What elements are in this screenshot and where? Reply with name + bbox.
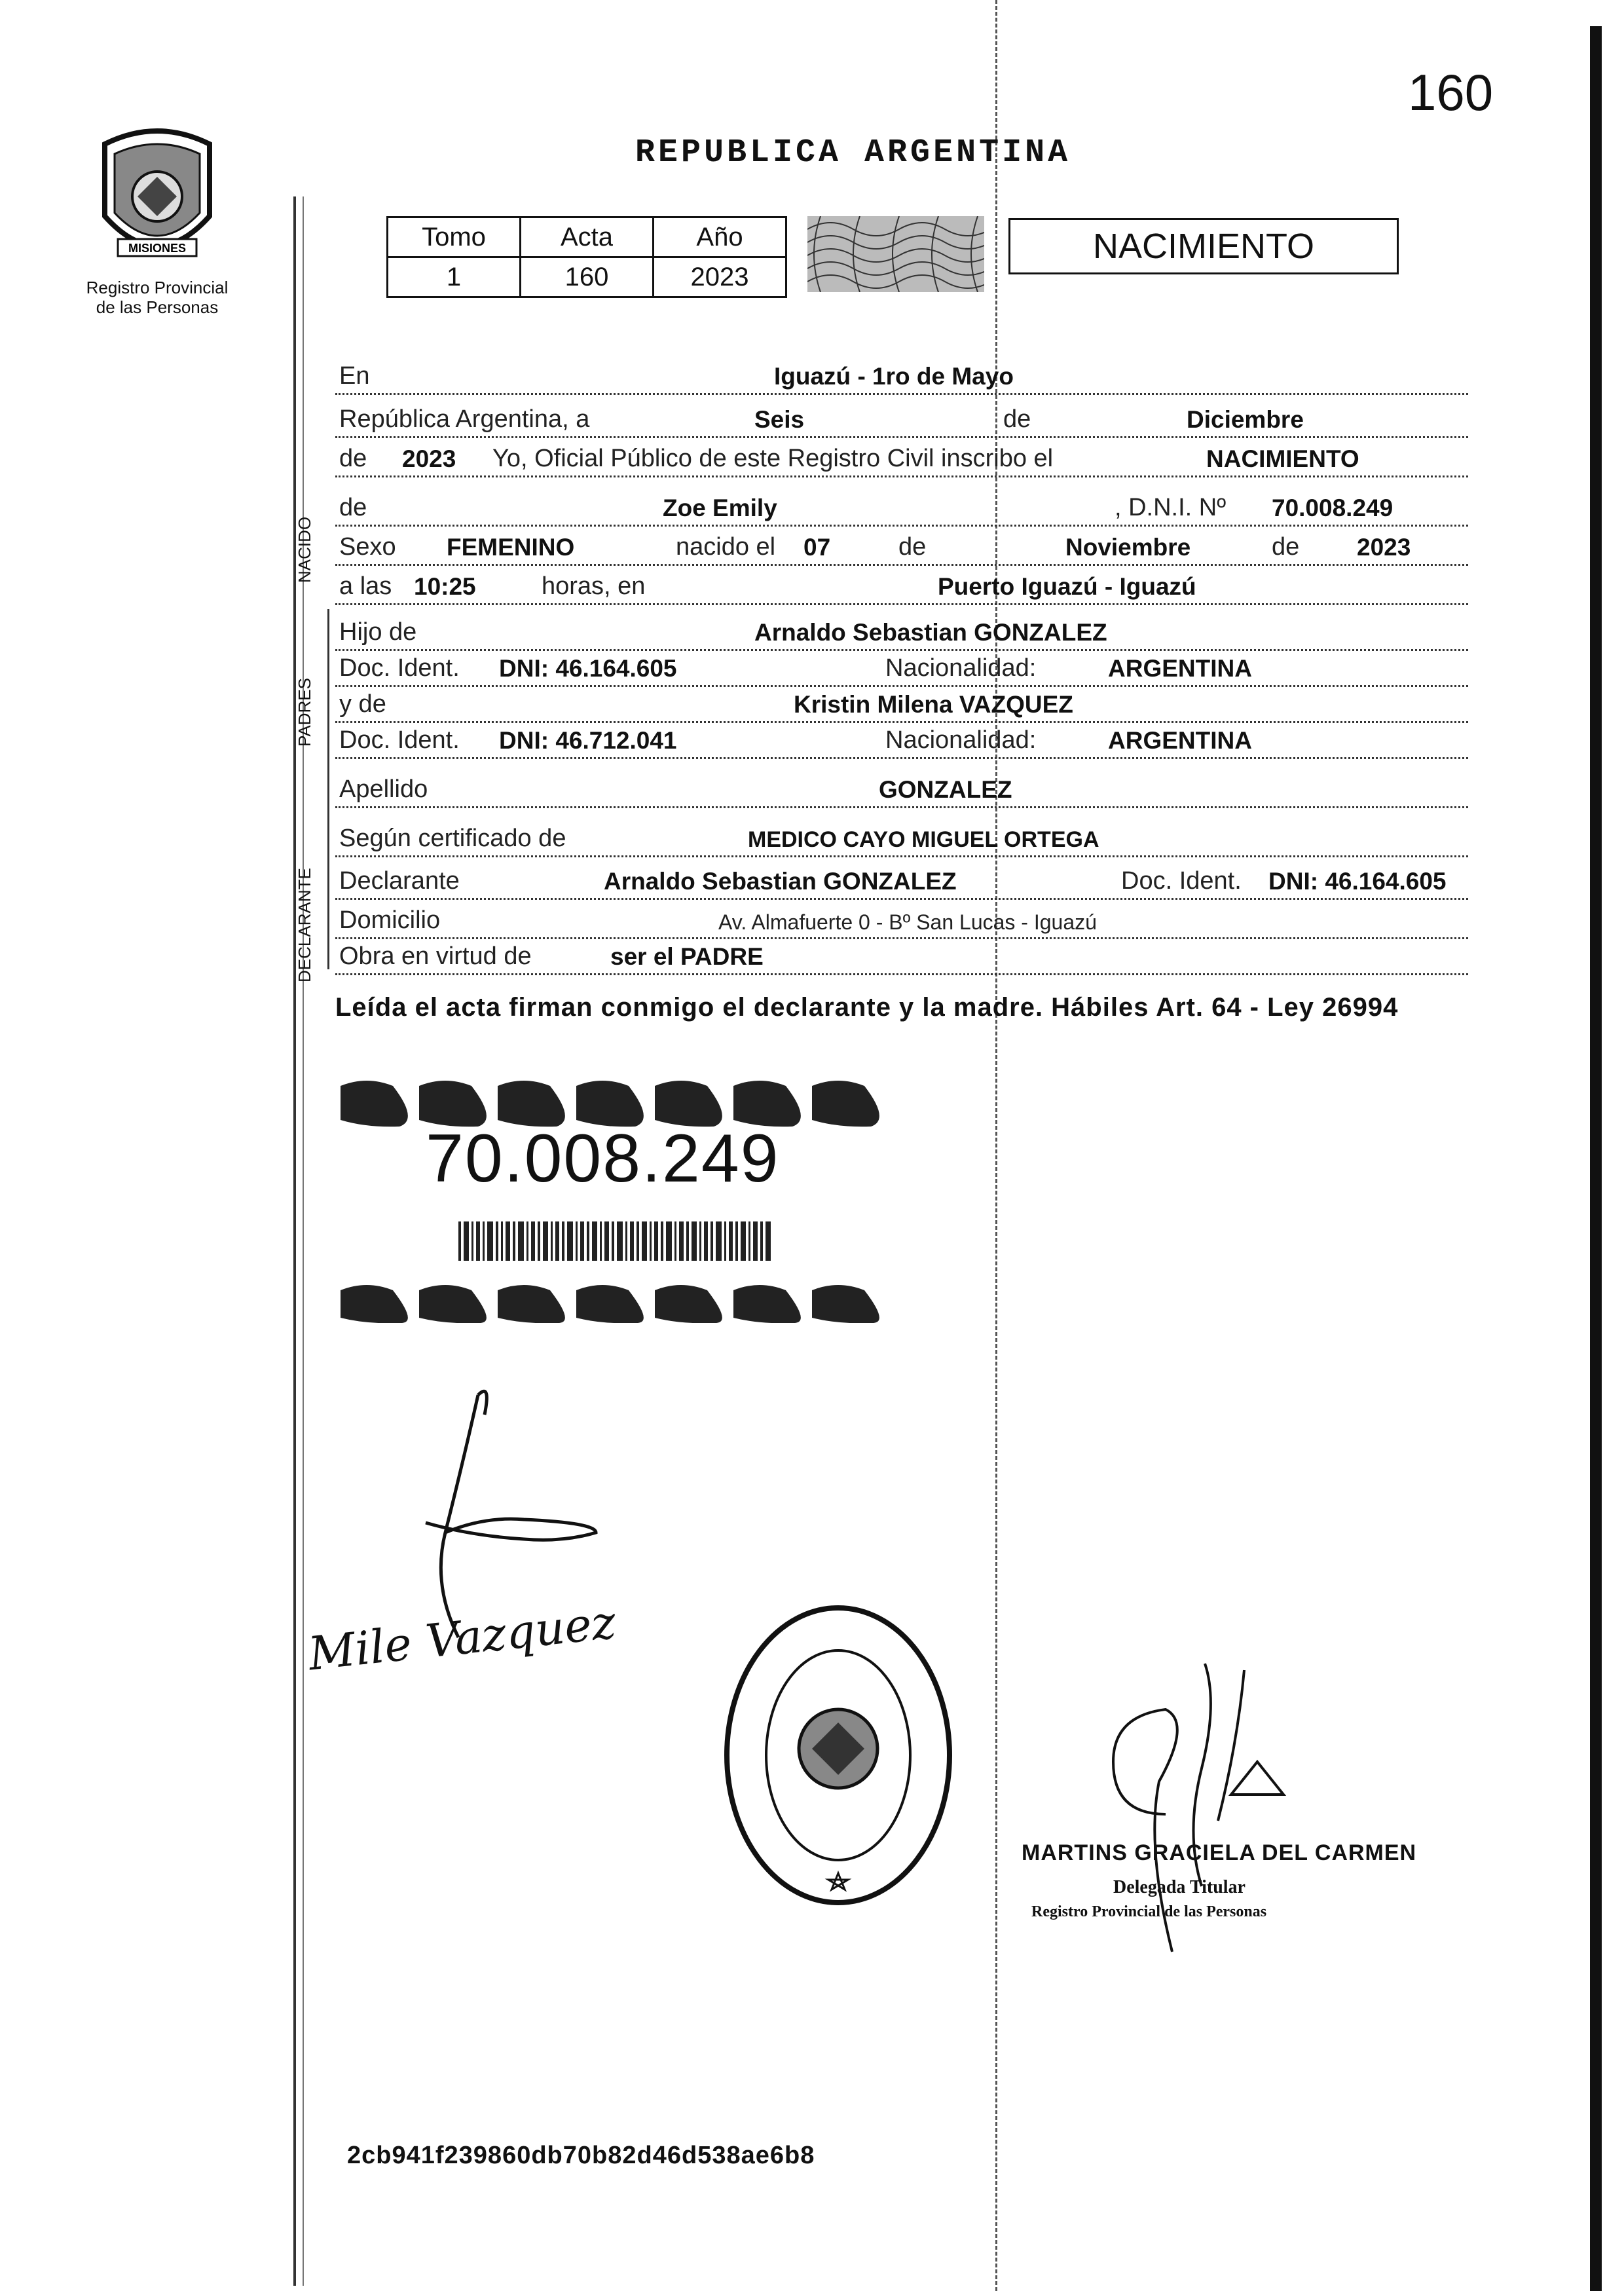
day-value: Seis xyxy=(754,406,805,433)
tomo-label: Tomo xyxy=(388,217,521,257)
record-line-place xyxy=(335,350,1468,395)
child-dni: 70.008.249 xyxy=(1272,494,1393,521)
certificate-value: MEDICO CAYO MIGUEL ORTEGA xyxy=(748,827,1099,852)
official-name: MARTINS GRACIELA DEL CARMEN xyxy=(1022,1840,1417,1865)
doc-label: Doc. Ident. xyxy=(339,654,460,682)
side-label-declarante: DECLARANTE xyxy=(295,868,314,982)
address-value: Av. Almafuerte 0 - Bº San Lucas - Iguazú xyxy=(718,910,1097,934)
official-office: Registro Provincial de las Personas xyxy=(1031,1903,1267,1920)
registry-label-line1: Registro Provincial xyxy=(86,278,229,297)
official-role: Delegada Titular xyxy=(1113,1877,1246,1897)
place-value: Iguazú - 1ro de Mayo xyxy=(774,363,1014,390)
record-line-certificate xyxy=(335,812,1468,857)
month-value: Diciembre xyxy=(1187,406,1304,433)
hijo-label: Hijo de xyxy=(339,618,417,646)
declarant-name: Arnaldo Sebastian GONZALEZ xyxy=(604,868,957,895)
birth-month: Noviembre xyxy=(1065,534,1191,561)
ano-label: Año xyxy=(654,217,786,257)
record-line-declarant xyxy=(335,855,1468,900)
child-name: Zoe Emily xyxy=(663,494,777,521)
yde-label: y de xyxy=(339,690,386,718)
doc-label-3: Doc. Ident. xyxy=(1121,867,1242,895)
svg-text:MISIONES: MISIONES xyxy=(128,242,187,255)
mother-doc: DNI: 46.712.041 xyxy=(499,727,677,754)
doc-label-2: Doc. Ident. xyxy=(339,726,460,754)
de-label-2: de xyxy=(898,533,927,561)
tomo-value: 1 xyxy=(388,257,521,297)
nacionalidad-label: Nacionalidad: xyxy=(885,654,1037,682)
birth-time: 10:25 xyxy=(414,573,476,600)
record-line-time xyxy=(335,560,1468,605)
record-line-event xyxy=(335,432,1468,477)
fold-line xyxy=(995,0,997,2291)
act-type-box: NACIMIENTO xyxy=(1008,218,1399,274)
event-value: NACIMIENTO xyxy=(1206,445,1359,472)
nacido-label: nacido el xyxy=(676,533,776,561)
de-name-label: de xyxy=(339,494,367,521)
document-title: REPUBLICA ARGENTINA xyxy=(635,134,1071,172)
segun-label: Según certificado de xyxy=(339,825,566,852)
dni-label: , D.N.I. Nº xyxy=(1115,494,1227,521)
domicilio-label: Domicilio xyxy=(339,906,441,934)
surname-value: GONZALEZ xyxy=(879,776,1012,803)
sex-value: FEMENINO xyxy=(447,534,575,561)
year-label: de xyxy=(339,445,367,472)
sexo-label: Sexo xyxy=(339,533,396,561)
birth-place: Puerto Iguazú - Iguazú xyxy=(938,573,1196,600)
apellido-label: Apellido xyxy=(339,775,428,803)
officer-text: Yo, Oficial Público de este Registro Civil inscribo el xyxy=(492,445,1054,472)
padres-bracket xyxy=(327,609,329,838)
de-label-3: de xyxy=(1272,533,1300,561)
father-nationality: ARGENTINA xyxy=(1108,655,1252,682)
scan-edge-bar xyxy=(1590,26,1602,2291)
declarante-label: Declarante xyxy=(339,867,460,895)
year-value: 2023 xyxy=(402,445,456,472)
guilloche-security-pattern xyxy=(807,216,984,292)
acta-label: Acta xyxy=(521,217,654,257)
father-name: Arnaldo Sebastian GONZALEZ xyxy=(754,619,1107,646)
page-number: 160 xyxy=(1408,64,1494,121)
record-line-surname xyxy=(335,763,1468,808)
declarant-doc: DNI: 46.164.605 xyxy=(1268,868,1447,895)
horas-label: horas, en xyxy=(542,572,646,600)
delegation-seal xyxy=(720,1598,956,1912)
mother-name: Kristin Milena VAZQUEZ xyxy=(794,691,1073,718)
dni-label-card xyxy=(341,1081,917,1323)
registry-label xyxy=(65,278,249,317)
ano-value: 2023 xyxy=(654,257,786,297)
registry-label-line2: de las Personas xyxy=(96,297,219,317)
tomo-acta-table xyxy=(386,216,787,298)
nacionalidad-label-2: Nacionalidad: xyxy=(885,726,1037,754)
mother-nationality: ARGENTINA xyxy=(1108,727,1252,754)
closing-text: Leída el acta firman conmigo el declarante y la madre. Hábiles Art. 64 - Ley 26994 xyxy=(335,993,1399,1022)
birth-day: 07 xyxy=(803,534,831,561)
father-doc: DNI: 46.164.605 xyxy=(499,655,677,682)
side-label-padres: PADRES xyxy=(295,678,314,747)
record-line-name xyxy=(335,481,1468,527)
declarante-bracket xyxy=(327,838,329,969)
en-label: En xyxy=(339,362,370,390)
record-line-date xyxy=(335,393,1468,438)
birth-year: 2023 xyxy=(1357,534,1411,561)
mother-signature: Mile Vazquez xyxy=(306,1595,619,1681)
obra-label: Obra en virtud de xyxy=(339,942,532,970)
capacity-value: ser el PADRE xyxy=(610,943,764,970)
provincial-seal-logo xyxy=(92,124,223,275)
de-label: de xyxy=(1003,405,1031,433)
document-hash: 2cb941f239860db70b82d46d538ae6b8 xyxy=(347,2142,815,2169)
acta-value: 160 xyxy=(521,257,654,297)
republica-label: República Argentina, a xyxy=(339,405,590,433)
record-line-capacity xyxy=(335,930,1468,975)
alas-label: a las xyxy=(339,572,392,600)
record-line-sex xyxy=(335,521,1468,566)
record-line-mother-doc xyxy=(335,714,1468,759)
side-label-nacido: NACIDO xyxy=(295,516,314,583)
dni-barcode-number: 70.008.249 xyxy=(426,1121,780,1197)
